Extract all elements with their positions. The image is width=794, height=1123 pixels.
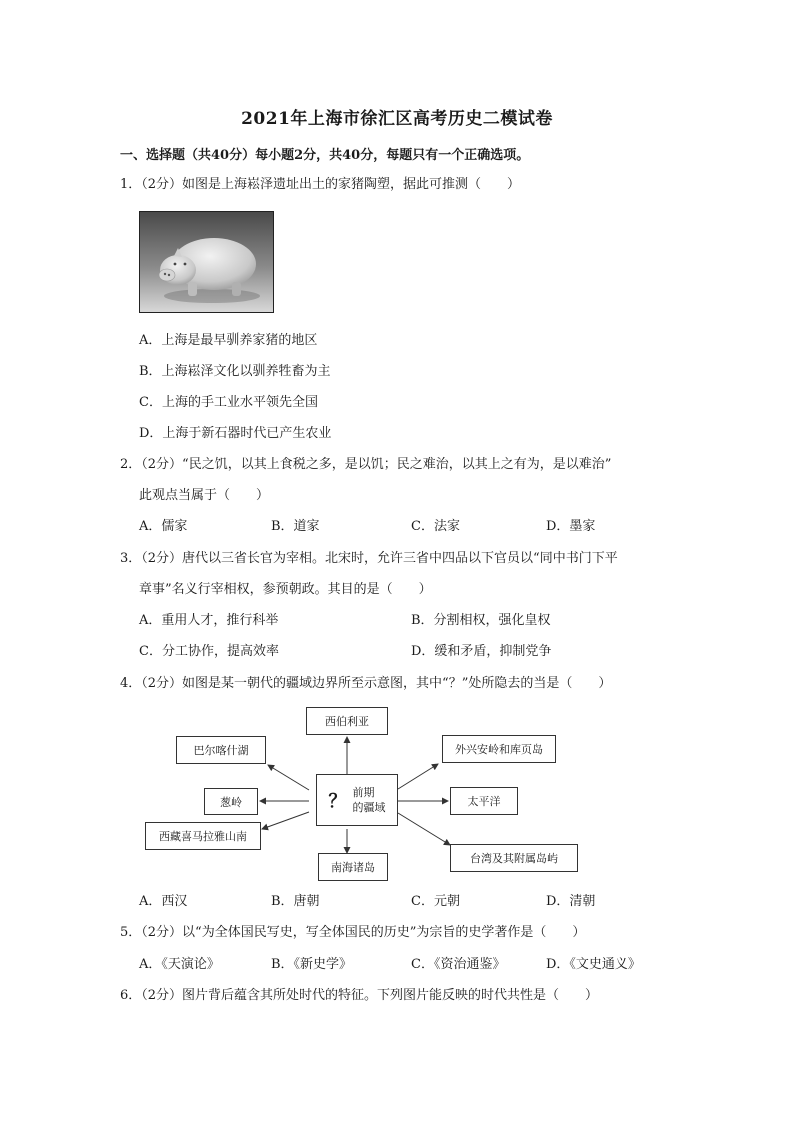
pottery-pig-image: [140, 212, 273, 312]
question-4-option-d: D．清朝: [546, 894, 596, 909]
box-balkhash: 巴尔喀什湖: [176, 736, 266, 764]
box-himalaya: 西藏喜马拉雅山南: [145, 822, 261, 850]
hidden-dynasty-mark: ？: [328, 791, 347, 812]
question-2-option-b: B．道家: [271, 519, 320, 534]
box-center-territory: [316, 774, 398, 826]
page-title: 2021年上海市徐汇区高考历史二模试卷: [241, 109, 553, 129]
section-heading: 一、选择题（共40分）每小题2分，共40分，每题只有一个正确选项。: [120, 148, 530, 163]
box-pamirs: 葱岭: [204, 788, 258, 815]
question-3-option-c: C．分工协作，提高效率: [139, 644, 279, 659]
box-outer-khingan: 外兴安岭和库页岛: [442, 735, 556, 763]
question-2-stem-cont: 此观点当属于（ ）: [139, 488, 270, 503]
question-1-option-d: D．上海于新石器时代已产生农业: [139, 426, 332, 441]
question-4-option-b: B．唐朝: [271, 894, 320, 909]
pottery-pig-photo: [139, 211, 274, 313]
question-4-option-a: A．西汉: [139, 894, 188, 909]
question-2-option-c: C．法家: [411, 519, 460, 534]
question-1-option-a: A．上海是最早驯养家猪的地区: [139, 333, 318, 348]
box-taiwan: 台湾及其附属岛屿: [450, 844, 578, 872]
question-5-option-a: A．《天演论》: [139, 957, 220, 972]
question-3-stem-cont: 章事”名义行宰相权，参预朝政。其目的是（ ）: [139, 582, 432, 597]
question-3-option-b: B．分割相权，强化皇权: [411, 613, 551, 628]
question-1-option-c: C．上海的手工业水平领先全国: [139, 395, 318, 410]
question-2-stem: 2．（2分）“民之饥，以其上食税之多，是以饥；民之难治，以其上之有为，是以难治”: [120, 457, 612, 472]
box-siberia: 西伯利亚: [306, 707, 388, 735]
box-south-china-sea: 南海诸岛: [318, 853, 388, 881]
question-4-stem: 4．（2分）如图是某一朝代的疆域边界所至示意图，其中“？”处所隐去的当是（ ）: [120, 676, 612, 691]
question-3-option-a: A．重用人才，推行科举: [139, 613, 279, 628]
question-5-option-b: B．《新史学》: [271, 957, 353, 972]
question-5-stem: 5．（2分）以“为全体国民写史，写全体国民的历史”为宗旨的史学著作是（ ）: [120, 925, 586, 940]
box-pacific: 太平洋: [450, 787, 518, 815]
question-3-option-d: D．缓和矛盾，抑制党争: [411, 644, 552, 659]
territory-diagram: [142, 705, 582, 883]
question-2-option-d: D．墨家: [546, 519, 596, 534]
center-text: [353, 785, 386, 815]
question-5-option-c: C．《资治通鉴》: [411, 957, 506, 972]
question-5-option-d: D．《文史通义》: [546, 957, 641, 972]
question-6-stem: 6．（2分）图片背后蕴含其所处时代的特征。下列图片能反映的时代共性是（ ）: [120, 988, 599, 1003]
center-line-1: 前期: [352, 786, 375, 799]
question-4-option-c: C．元朝: [411, 894, 460, 909]
question-3-stem: 3．（2分）唐代以三省长官为宰相。北宋时，允许三省中四品以下官员以“同中书门下平: [120, 551, 618, 566]
center-line-2: 的疆域: [352, 801, 386, 814]
question-2-option-a: A．儒家: [139, 519, 188, 534]
question-1-stem: 1．（2分）如图是上海崧泽遗址出土的家猪陶塑，据此可推测（ ）: [120, 177, 521, 192]
question-1-option-b: B．上海崧泽文化以驯养牲畜为主: [139, 364, 331, 379]
